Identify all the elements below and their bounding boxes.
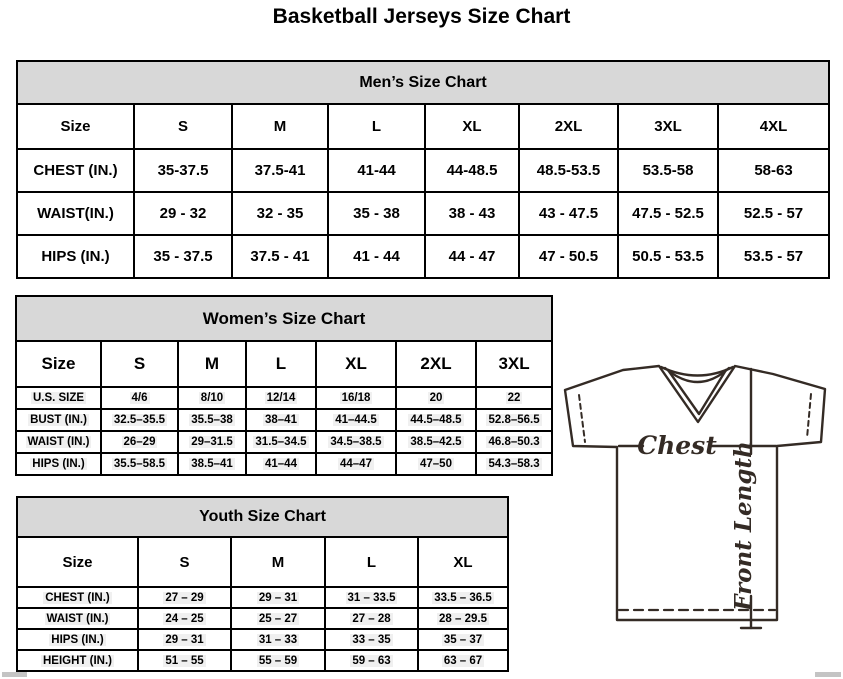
- row-label: HIPS (IN.): [16, 453, 101, 475]
- column-header: S: [101, 341, 178, 387]
- column-header: 2XL: [396, 341, 476, 387]
- table-cell: 4/6: [101, 387, 178, 409]
- table-cell: 41–44: [246, 453, 316, 475]
- column-header: 2XL: [519, 104, 618, 149]
- jersey-outline: [565, 366, 825, 620]
- column-header: XL: [316, 341, 396, 387]
- jersey-measurement-diagram-icon: [555, 358, 843, 660]
- column-header: S: [134, 104, 232, 149]
- table-cell: 52.5 - 57: [718, 192, 829, 235]
- table-row: [16, 341, 552, 387]
- table-cell: 16/18: [316, 387, 396, 409]
- table-cell: 52.8–56.5: [476, 409, 552, 431]
- table-row: [17, 235, 829, 278]
- table-cell: 44 - 47: [425, 235, 519, 278]
- table-cell: 28 – 29.5: [418, 608, 508, 629]
- table-cell: 44.5–48.5: [396, 409, 476, 431]
- table-cell: 55 – 59: [231, 650, 325, 671]
- table-row: [17, 61, 829, 104]
- table-cell: 29–31.5: [178, 431, 246, 453]
- table-cell: 35.5–58.5: [101, 453, 178, 475]
- table-cell: 47–50: [396, 453, 476, 475]
- table-cell: 47.5 - 52.5: [618, 192, 718, 235]
- table-cell: 29 - 32: [134, 192, 232, 235]
- column-header: M: [231, 537, 325, 587]
- column-header: M: [232, 104, 328, 149]
- table-row: [16, 387, 552, 409]
- table-cell: 51 – 55: [138, 650, 231, 671]
- table-cell: 37.5 - 41: [232, 235, 328, 278]
- table-cell: 53.5 - 57: [718, 235, 829, 278]
- table-cell: 63 – 67: [418, 650, 508, 671]
- table-cell: 20: [396, 387, 476, 409]
- column-header: S: [138, 537, 231, 587]
- chest-label: Chest: [637, 431, 717, 460]
- table-cell: 32.5–35.5: [101, 409, 178, 431]
- table-cell: 37.5-41: [232, 149, 328, 192]
- front-length-label: Front Length: [730, 441, 757, 611]
- youth-size-chart-table: [16, 496, 509, 672]
- table-cell: 33 – 35: [325, 629, 418, 650]
- table-cell: 38.5–42.5: [396, 431, 476, 453]
- table-cell: 38 - 43: [425, 192, 519, 235]
- row-label: HEIGHT (IN.): [17, 650, 138, 671]
- table-cell: 26–29: [101, 431, 178, 453]
- table-cell: 59 – 63: [325, 650, 418, 671]
- column-header: 3XL: [618, 104, 718, 149]
- column-header: L: [325, 537, 418, 587]
- table-cell: 27 – 28: [325, 608, 418, 629]
- table-cell: 31 – 33.5: [325, 587, 418, 608]
- table-row: [17, 497, 508, 537]
- table-row: [17, 587, 508, 608]
- table-cell: 33.5 – 36.5: [418, 587, 508, 608]
- row-label: CHEST (IN.): [17, 587, 138, 608]
- table-row: [16, 453, 552, 475]
- table-cell: 43 - 47.5: [519, 192, 618, 235]
- column-header: Size: [17, 537, 138, 587]
- table-cell: 35.5–38: [178, 409, 246, 431]
- womens-size-chart-table: [15, 295, 553, 476]
- table-cell: 25 – 27: [231, 608, 325, 629]
- column-header: 4XL: [718, 104, 829, 149]
- table-row: [16, 296, 552, 341]
- table-cell: 35-37.5: [134, 149, 232, 192]
- horizontal-scrollbar-left-fragment[interactable]: [2, 672, 27, 677]
- womens-chart-title: Women’s Size Chart: [16, 296, 552, 341]
- column-header: Size: [16, 341, 101, 387]
- page-title: Basketball Jerseys Size Chart: [272, 5, 571, 28]
- table-cell: 41-44: [328, 149, 425, 192]
- table-cell: 31 – 33: [231, 629, 325, 650]
- table-cell: 58-63: [718, 149, 829, 192]
- table-cell: 8/10: [178, 387, 246, 409]
- column-header: XL: [425, 104, 519, 149]
- table-cell: 22: [476, 387, 552, 409]
- table-cell: 35 - 37.5: [134, 235, 232, 278]
- table-row: [17, 104, 829, 149]
- table-cell: 27 – 29: [138, 587, 231, 608]
- row-label: HIPS (IN.): [17, 629, 138, 650]
- row-label: WAIST (IN.): [17, 608, 138, 629]
- youth-chart-title: Youth Size Chart: [17, 497, 508, 537]
- row-label: HIPS (IN.): [17, 235, 134, 278]
- table-row: [16, 409, 552, 431]
- table-cell: 41 - 44: [328, 235, 425, 278]
- table-row: [17, 192, 829, 235]
- table-cell: 54.3–58.3: [476, 453, 552, 475]
- column-header: M: [178, 341, 246, 387]
- table-cell: 44-48.5: [425, 149, 519, 192]
- table-cell: 24 – 25: [138, 608, 231, 629]
- mens-size-chart-table: [16, 60, 830, 279]
- row-label: U.S. SIZE: [16, 387, 101, 409]
- column-header: L: [246, 341, 316, 387]
- table-cell: 38.5–41: [178, 453, 246, 475]
- table-cell: 32 - 35: [232, 192, 328, 235]
- table-cell: 12/14: [246, 387, 316, 409]
- row-label: BUST (IN.): [16, 409, 101, 431]
- table-cell: 44–47: [316, 453, 396, 475]
- table-row: [17, 608, 508, 629]
- table-cell: 35 – 37: [418, 629, 508, 650]
- table-cell: 34.5–38.5: [316, 431, 396, 453]
- horizontal-scrollbar-right-fragment[interactable]: [815, 672, 841, 677]
- table-cell: 41–44.5: [316, 409, 396, 431]
- table-cell: 50.5 - 53.5: [618, 235, 718, 278]
- table-cell: 31.5–34.5: [246, 431, 316, 453]
- row-label: WAIST(IN.): [17, 192, 134, 235]
- table-row: [17, 537, 508, 587]
- row-label: CHEST (IN.): [17, 149, 134, 192]
- column-header: 3XL: [476, 341, 552, 387]
- column-header: Size: [17, 104, 134, 149]
- row-label: WAIST (IN.): [16, 431, 101, 453]
- table-row: [16, 431, 552, 453]
- table-cell: 47 - 50.5: [519, 235, 618, 278]
- table-row: [17, 629, 508, 650]
- table-cell: 53.5-58: [618, 149, 718, 192]
- table-cell: 46.8–50.3: [476, 431, 552, 453]
- table-row: [17, 650, 508, 671]
- column-header: XL: [418, 537, 508, 587]
- table-cell: 48.5-53.5: [519, 149, 618, 192]
- table-row: [17, 149, 829, 192]
- table-cell: 35 - 38: [328, 192, 425, 235]
- column-header: L: [328, 104, 425, 149]
- table-cell: 29 – 31: [138, 629, 231, 650]
- table-cell: 29 – 31: [231, 587, 325, 608]
- mens-chart-title: Men’s Size Chart: [17, 61, 829, 104]
- table-cell: 38–41: [246, 409, 316, 431]
